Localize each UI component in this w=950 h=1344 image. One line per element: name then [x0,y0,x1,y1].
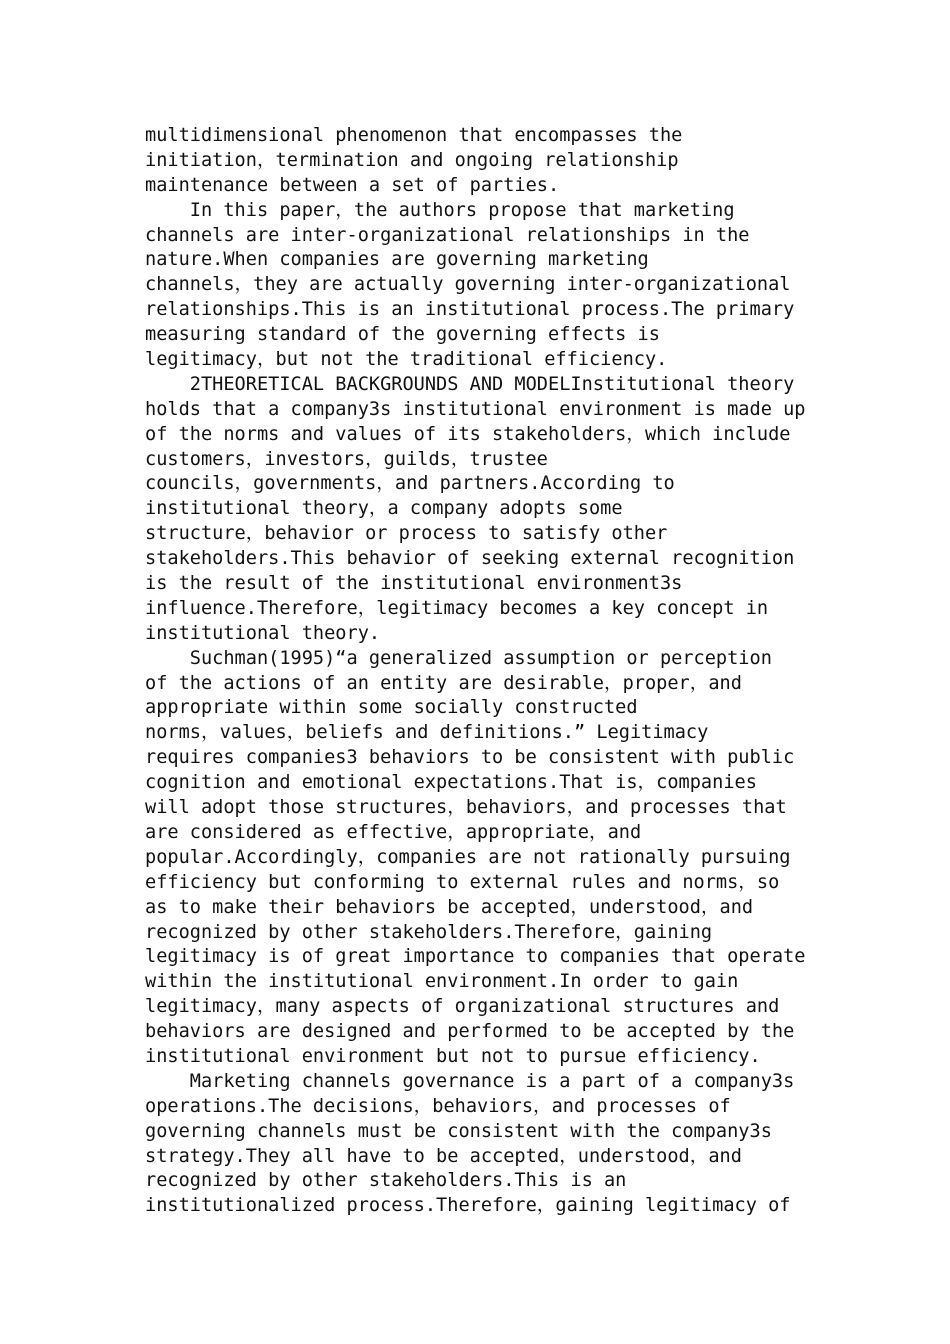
text-line: will adopt those structures，behaviors，and processes that [145,797,787,819]
text-line: initiation，termination and ongoing relationship [145,149,679,171]
text-line: cognition and emotional expectations.That is，companies [145,772,757,794]
text-line: multidimensional phenomenon that encompasses the [145,125,683,146]
text-line: legitimacy is of great importance to companies that operate [145,946,806,968]
text-line: channels，they are actually governing inter-organizational [145,274,791,296]
text-line: as to make their behaviors be accepted，understood，and [145,896,754,918]
text-line: councils，governments，and partners.According to [145,473,675,495]
text-line: Marketing channels governance is a part of a company3s [145,1070,795,1092]
text-line: of the norms and values of its stakeholders，which include [145,423,791,445]
text-line: stakeholders.This behavior of seeking external recognition [145,548,795,570]
text-line: structure，behavior or process to satisfy other [145,523,668,545]
text-line: requires companies3 behaviors to be consistent with public [145,747,795,769]
text-line: of the actions of an entity are desirable，proper，and [145,672,742,694]
text-line: legitimacy，many aspects of organizational structures and [145,996,780,1018]
text-line: within the institutional environment.In order to gain [145,971,739,993]
text-line: measuring standard of the governing effects is [145,324,660,346]
text-line: are considered as effective，appropriate，and [145,821,642,843]
text-line: strategy.They all have to be accepted，understood，and [145,1145,742,1167]
text-line: maintenance between a set of parties. [145,174,560,196]
text-line: institutional theory. [145,622,381,644]
section-heading-line: 2THEORETICAL BACKGROUNDS AND MODELInstitutional theory [145,373,795,395]
text-line: relationships.This is an institutional process.The primary [145,299,795,321]
text-line: norms，values，beliefs and definitions.” Legitimacy [145,722,709,744]
body-text [145,124,825,1219]
text-line: efficiency but conforming to external rules and norms，so [145,871,780,893]
text-line: appropriate within some socially constructed [145,697,638,719]
text-line: institutional environment but not to pursue efficiency. [145,1045,761,1067]
text-line: recognized by other stakeholders.Therefore，gaining [145,921,713,943]
text-line: influence.Therefore，legitimacy becomes a key concept in [145,597,769,619]
text-line: popular.Accordingly，companies are not rationally pursuing [145,846,791,868]
text-line: channels are inter-organizational relationships in the [145,224,750,246]
text-line: governing channels must be consistent with the company3s [145,1120,772,1142]
text-line: Suchman(1995)“a generalized assumption or perception [145,647,772,669]
text-line: operations.The decisions，behaviors，and processes of [145,1095,731,1117]
text-line: behaviors are designed and performed to be accepted by the [145,1021,795,1043]
text-line: is the result of the institutional environment3s [145,573,683,595]
text-line: institutionalized process.Therefore，gaining legitimacy of [145,1195,791,1217]
text-line: customers，investors，guilds，trustee [145,448,548,470]
text-line: In this paper，the authors propose that marketing [145,199,735,221]
text-line: legitimacy，but not the traditional efficiency. [145,349,668,371]
text-line: institutional theory，a company adopts some [145,498,623,520]
text-line: nature.When companies are governing marketing [145,249,649,271]
text-line: recognized by other stakeholders.This is an [145,1170,627,1192]
text-line: holds that a company3s institutional environment is made up [145,398,806,420]
